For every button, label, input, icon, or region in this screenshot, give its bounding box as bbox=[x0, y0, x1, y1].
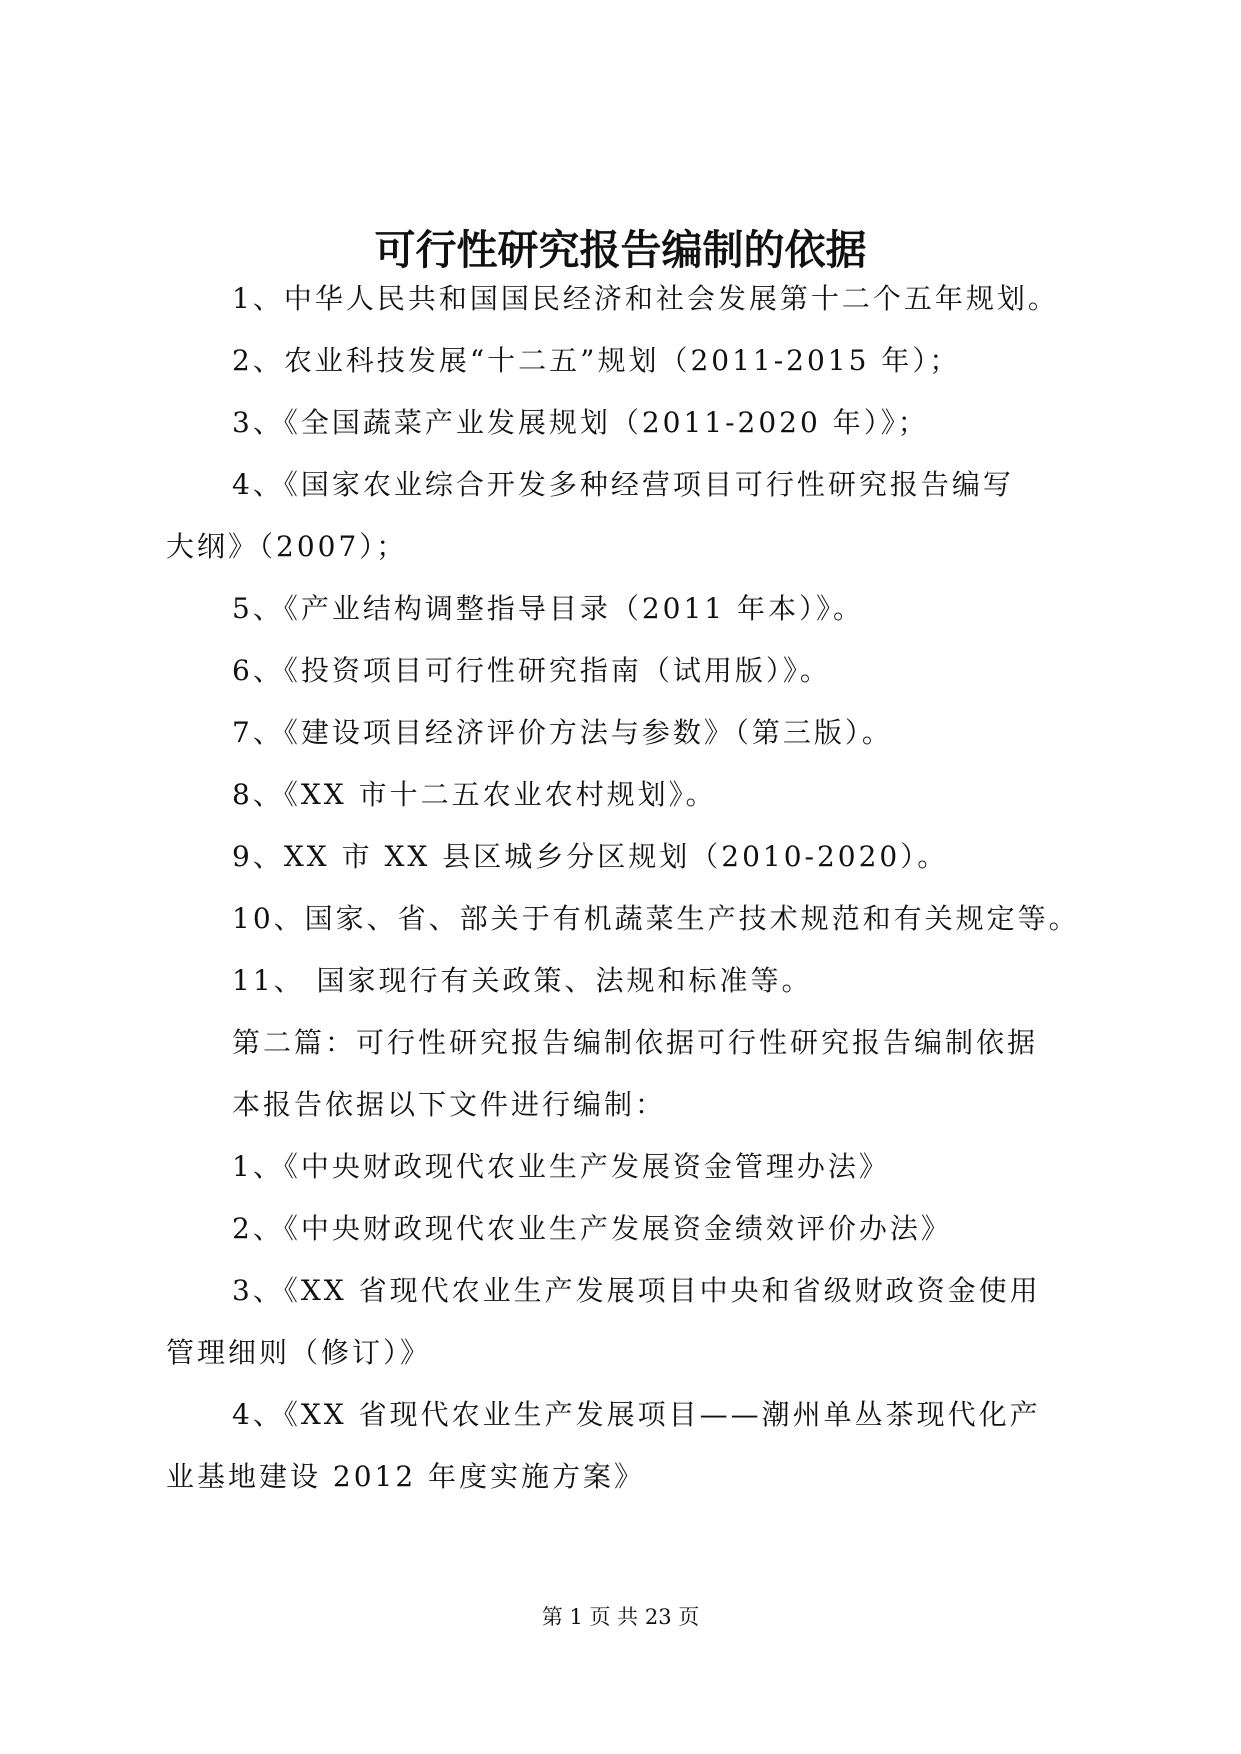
paragraph-6 bbox=[166, 640, 1086, 702]
paragraph-line: 4、《国家农业综合开发多种经营项目可行性研究报告编写 bbox=[232, 468, 1014, 501]
paragraph-2 bbox=[166, 330, 1086, 392]
paragraph-16 bbox=[166, 1260, 1086, 1384]
paragraph-7 bbox=[166, 702, 1086, 764]
paragraph-8 bbox=[166, 764, 1086, 826]
paragraph-1 bbox=[166, 268, 1086, 330]
paragraph-line: 1、《中央财政现代农业生产发展资金管理办法》 bbox=[232, 1150, 890, 1183]
paragraph-line: 3、《全国蔬菜产业发展规划（2011-2020 年）》； bbox=[232, 406, 929, 439]
paragraph-line: 业基地建设 2012 年度实施方案》 bbox=[166, 1460, 646, 1493]
paragraph-line: 1、中华人民共和国国民经济和社会发展第十二个五年规划。 bbox=[232, 282, 1059, 315]
paragraph-line: 9、XX 市 XX 县区城乡分区规划（2010-2020）。 bbox=[232, 840, 949, 873]
paragraph-line: 8、《XX 市十二五农业农村规划》。 bbox=[232, 778, 717, 811]
paragraph-12 bbox=[166, 1012, 1086, 1074]
paragraph-17 bbox=[166, 1384, 1086, 1508]
paragraph-11 bbox=[166, 950, 1086, 1012]
paragraph-line: 7、《建设项目经济评价方法与参数》（第三版）。 bbox=[232, 716, 893, 749]
paragraph-line: 2、农业科技发展“十二五”规划（2011-2015 年）； bbox=[232, 344, 961, 377]
paragraph-line: 4、《XX 省现代农业生产发展项目——潮州单丛茶现代化产 bbox=[232, 1398, 1041, 1431]
paragraph-14 bbox=[166, 1136, 1086, 1198]
paragraph-4 bbox=[166, 454, 1086, 578]
paragraph-line: 本报告依据以下文件进行编制： bbox=[232, 1088, 667, 1121]
paragraph-line: 2、《中央财政现代农业生产发展资金绩效评价办法》 bbox=[232, 1212, 952, 1245]
paragraph-line: 管理细则（修订）》 bbox=[166, 1336, 432, 1369]
paragraph-line: 第二篇：可行性研究报告编制依据可行性研究报告编制依据 bbox=[232, 1026, 1039, 1059]
paragraph-line: 3、《XX 省现代农业生产发展项目中央和省级财政资金使用 bbox=[232, 1274, 1041, 1307]
paragraph-line: 10、国家、省、部关于有机蔬菜生产技术规范和有关规定等。 bbox=[232, 902, 1080, 935]
paragraph-9 bbox=[166, 826, 1086, 888]
document-title: 可行性研究报告编制的依据 bbox=[374, 226, 867, 274]
paragraph-15 bbox=[166, 1198, 1086, 1260]
paragraph-line: 6、《投资项目可行性研究指南（试用版）》。 bbox=[232, 654, 831, 687]
paragraph-line: 11、 国家现行有关政策、法规和标准等。 bbox=[232, 964, 813, 997]
paragraph-line: 5、《产业结构调整指导目录（2011 年本）》。 bbox=[232, 592, 864, 625]
paragraph-line: 大纲》（2007）； bbox=[166, 530, 408, 563]
paragraph-10 bbox=[166, 888, 1086, 950]
paragraph-3 bbox=[166, 392, 1086, 454]
paragraph-5 bbox=[166, 578, 1086, 640]
paragraph-13 bbox=[166, 1074, 1086, 1136]
page-number-footer: 第 1 页 共 23 页 bbox=[541, 1605, 700, 1629]
